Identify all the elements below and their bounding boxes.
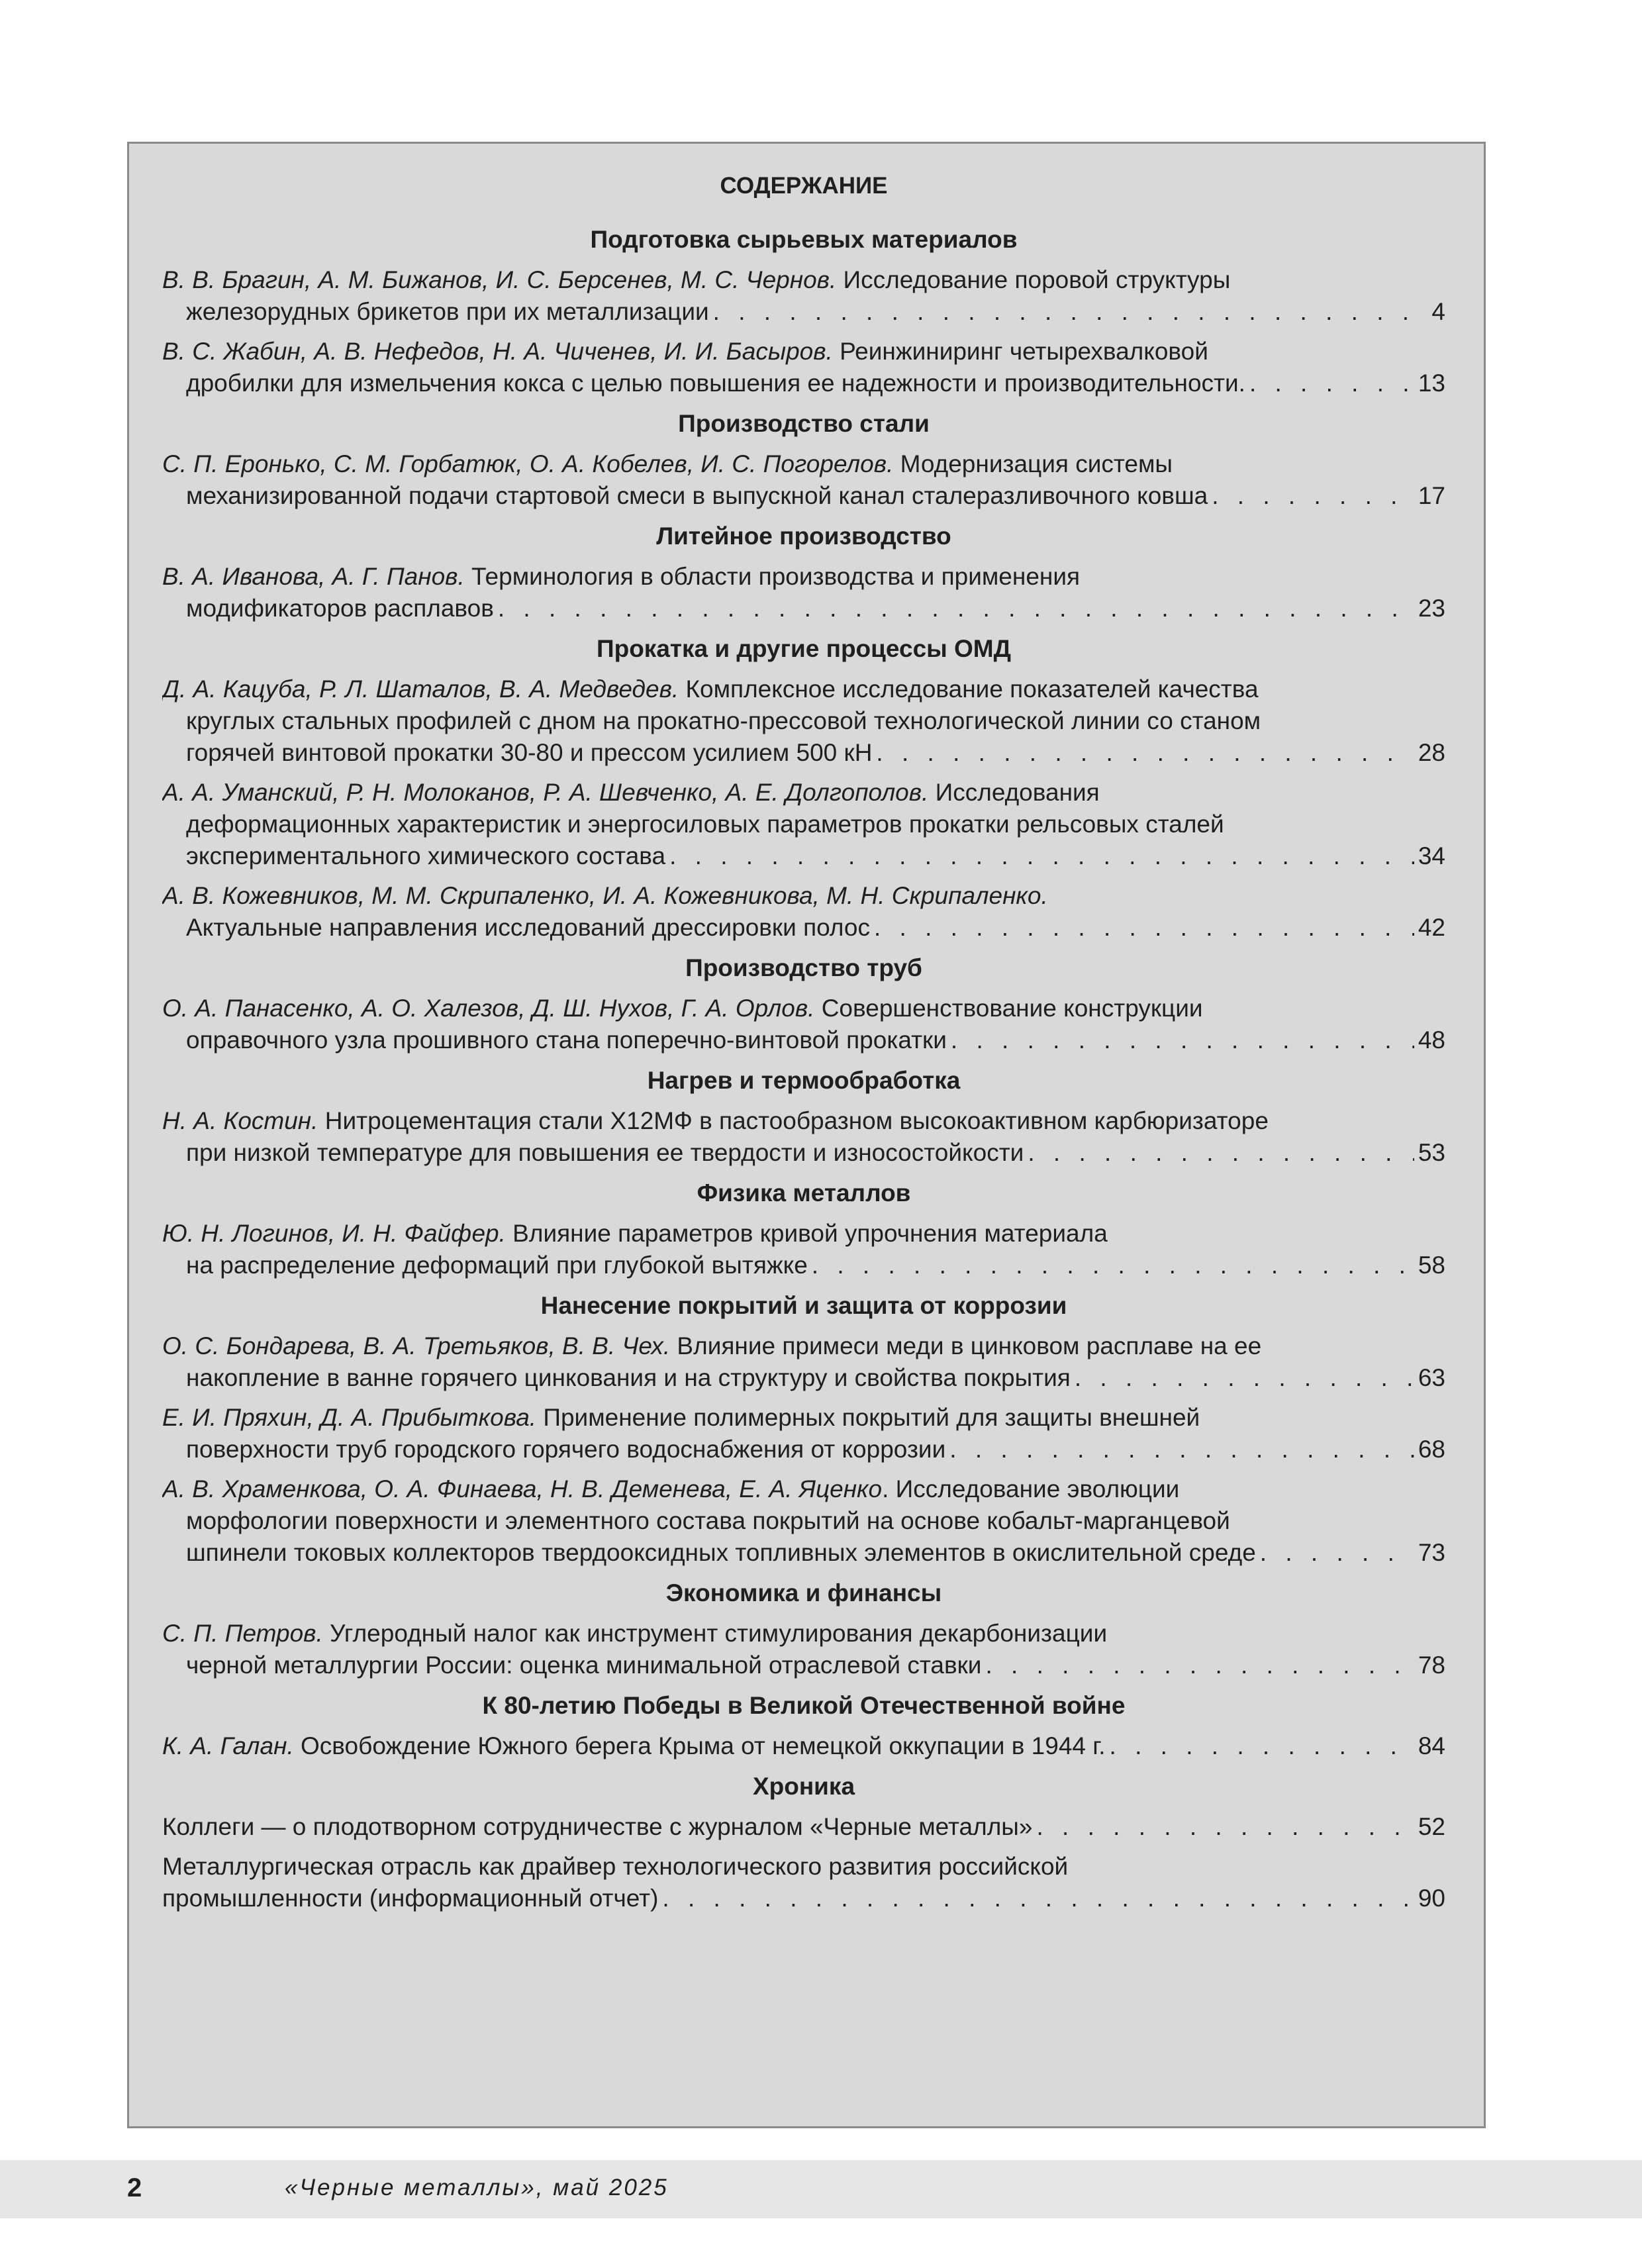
entry-title: Нитроцементация стали Х12МФ в пастообразном высокоактивном карбюризаторе [318,1107,1269,1134]
entry-title-continued: механизированной подачи стартовой смеси в выпускной канал сталеразливочного ковша [186,482,1208,509]
entry-title-continued: модификаторов расплавов [186,595,494,622]
entry-title: Терминология в области производства и применения [464,563,1081,590]
toc-entry[interactable] [162,1330,1445,1394]
entry-page-number: 28 [1418,739,1445,766]
entry-title-continued: деформационных характеристик и энергосиловых параметров прокатки рельсовых сталей [186,811,1224,838]
toc-entry[interactable] [162,1105,1445,1169]
entry-page-number: 48 [1418,1026,1445,1054]
entry-title: Комплексное исследование показателей качества [679,675,1259,703]
entry-title: Металлургическая отрасль как драйвер технологического развития российской [162,1853,1069,1880]
entry-title: Влияние параметров кривой упрочнения материала [505,1220,1108,1247]
entry-page-number: 84 [1418,1732,1445,1759]
toc-entry[interactable] [162,336,1445,399]
entry-page-number: 58 [1418,1252,1445,1279]
toc-entry[interactable] [162,880,1445,944]
entry-page-number: 42 [1418,914,1445,941]
toc-entry[interactable] [162,1218,1445,1281]
entry-authors: Ю. Н. Логинов, И. Н. Файфер. [162,1220,506,1247]
entry-page-number: 68 [1418,1436,1445,1463]
section-heading: Нанесение покрытий и защита от коррозии [540,1292,1067,1319]
entry-title-continued: на распределение деформаций при глубокой вытяжке [186,1252,808,1279]
entry-authors: А. В. Храменкова, О. А. Финаева, Н. В. Деменева, Е. А. Яценко [162,1475,883,1503]
toc-section [162,1177,1445,1281]
dot-leader [1212,480,1414,512]
entry-title-continued: круглых стальных профилей с дном на прокатно-прессовой технологической линии со станом [186,707,1261,734]
entry-page-number: 63 [1418,1364,1445,1391]
entry-authors: Д. А. Кацуба, Р. Л. Шаталов, В. А. Медведев. [162,675,679,703]
entry-title: Углеродный налог как инструмент стимулирования декарбонизации [322,1620,1108,1647]
dot-leader [1249,368,1414,399]
entry-page-number: 4 [1431,298,1445,325]
entry-authors: К. А. Галан. [162,1732,294,1759]
toc-section [162,1689,1445,1762]
toc-section [162,407,1445,512]
dot-leader [1036,1811,1414,1843]
dot-leader [1075,1362,1414,1394]
toc-section [162,952,1445,1056]
dot-leader [1110,1730,1414,1762]
entry-title-continued: промышленности (информационный отчет) [162,1885,659,1912]
entry-title-continued: Актуальные направления исследований дрессировки полос [186,914,870,941]
dot-leader [669,840,1414,872]
toc-section [162,1577,1445,1681]
section-heading: Нагрев и термообработка [647,1067,961,1094]
entry-title-continued: при низкой температуре для повышения ее твердости и износостойкости [186,1139,1024,1166]
entry-title-continued: черной металлургии России: оценка минимальной отраслевой ставки [186,1652,982,1679]
entry-authors: С. П. Еронько, С. М. Горбатюк, О. А. Кобелев, И. С. Погорелов. [162,450,894,477]
section-heading: Производство труб [685,954,922,981]
entry-title-continued: экспериментального химического состава [186,842,666,869]
section-heading: Прокатка и другие процессы ОМД [597,635,1011,662]
toc-entry[interactable] [162,1618,1445,1681]
entry-title: Коллеги — о плодотворном сотрудничестве с журналом «Черные металлы» [162,1813,1033,1840]
toc-entry[interactable] [162,673,1445,769]
table-of-contents [127,142,1486,2128]
entry-title-continued: морфологии поверхности и элементного состава покрытий на основе кобальт-марганцевой [186,1507,1230,1534]
entry-page-number: 90 [1418,1885,1445,1912]
toc-section [162,1289,1445,1569]
entry-page-number: 53 [1418,1139,1445,1166]
toc-entry[interactable] [162,993,1445,1056]
toc-entry[interactable] [162,1811,1445,1843]
dot-leader [1260,1537,1414,1569]
entry-title: Исследование поровой структуры [836,266,1231,293]
section-heading: Экономика и финансы [665,1579,942,1606]
entry-page-number: 17 [1418,482,1445,509]
entry-title-continued: поверхности труб городского горячего водоснабжения от коррозии [186,1436,946,1463]
entry-authors: С. П. Петров. [162,1620,323,1647]
footer-page-number: 2 [127,2173,142,2202]
entry-page-number: 34 [1418,842,1445,869]
footer-journal-issue: «Черные металлы», май 2025 [285,2175,669,2200]
entry-title: Применение полимерных покрытий для защиты внешней [536,1404,1200,1431]
dot-leader [498,593,1414,624]
section-heading: Литейное производство [656,522,951,550]
entry-title: Совершенствование конструкции [814,995,1203,1022]
toc-section [162,223,1445,399]
toc-entry[interactable] [162,264,1445,328]
entry-authors: О. С. Бондарева, В. А. Третьяков, В. В. Чех. [162,1332,671,1359]
dot-leader [1028,1137,1414,1169]
entry-title-continued: горячей винтовой прокатки 30-80 и прессом усилием 500 кН [186,739,873,766]
dot-leader [713,296,1428,328]
entry-title-continued: дробилки для измельчения кокса с целью повышения ее надежности и производительности. [186,370,1245,397]
toc-section [162,1064,1445,1169]
section-heading: Хроника [752,1773,855,1800]
entry-title-continued: оправочного узла прошивного стана поперечно-винтовой прокатки [186,1026,947,1054]
toc-section [162,520,1445,624]
entry-authors: А. А. Уманский, Р. Н. Молоканов, Р. А. Шевченко, А. Е. Долгополов. [162,779,929,806]
entry-page-number: 73 [1418,1539,1445,1566]
section-heading: Производство стали [678,410,930,437]
section-heading: Физика металлов [697,1179,911,1207]
entry-title: Освобождение Южного берега Крыма от немецкой оккупации в 1944 г. [293,1732,1106,1759]
entry-authors: В. В. Брагин, А. М. Бижанов, И. С. Берсенев, М. С. Чернов. [162,266,837,293]
entry-title: Реинжиниринг четырехвалковой [832,338,1208,365]
toc-entry[interactable] [162,448,1445,512]
toc-title: СОДЕРЖАНИЕ [720,173,888,199]
toc-entry[interactable] [162,561,1445,624]
entry-authors: О. А. Панасенко, А. О. Халезов, Д. Ш. Нухов, Г. А. Орлов. [162,995,815,1022]
entry-title: . Исследование эволюции [882,1475,1180,1503]
entry-page-number: 23 [1418,595,1445,622]
section-heading: Подготовка сырьевых материалов [590,226,1018,253]
entry-title-continued: железорудных брикетов при их металлизации [186,298,709,325]
entry-authors: В. А. Иванова, А. Г. Панов. [162,563,465,590]
entry-title: Модернизация системы [893,450,1173,477]
entry-page-number: 13 [1418,370,1445,397]
dot-leader [951,1024,1414,1056]
toc-section [162,1770,1445,1914]
dot-leader [874,912,1414,944]
toc-entry[interactable] [162,1730,1445,1762]
entry-title: Влияние примеси меди в цинковом расплаве на ее [670,1332,1262,1359]
toc-entry[interactable] [162,777,1445,872]
entry-title-continued: шпинели токовых коллекторов твердооксидных топливных элементов в окислительной среде [186,1539,1256,1566]
entry-title-continued: накопление в ванне горячего цинкования и на структуру и свойства покрытия [186,1364,1071,1391]
entry-page-number: 78 [1418,1652,1445,1679]
section-heading: К 80-летию Победы в Великой Отечественной войне [482,1692,1126,1719]
dot-leader [985,1650,1414,1681]
entry-page-number: 52 [1418,1813,1445,1840]
toc-section [162,632,1445,944]
toc-entry[interactable] [162,1851,1445,1914]
dot-leader [812,1250,1414,1281]
entry-authors: А. В. Кожевников, М. М. Скрипаленко, И. А. Кожевникова, М. Н. Скрипаленко. [162,882,1048,909]
dot-leader [949,1434,1414,1465]
toc-entry[interactable] [162,1473,1445,1569]
entry-title: Исследования [928,779,1100,806]
dot-leader [662,1883,1414,1914]
dot-leader [876,737,1414,769]
footer-band [0,2160,1642,2218]
toc-entry[interactable] [162,1402,1445,1465]
entry-authors: Е. И. Пряхин, Д. А. Прибыткова. [162,1404,537,1431]
entry-authors: В. С. Жабин, А. В. Нефедов, Н. А. Чиченев, И. И. Басыров. [162,338,833,365]
entry-authors: Н. А. Костин. [162,1107,318,1134]
